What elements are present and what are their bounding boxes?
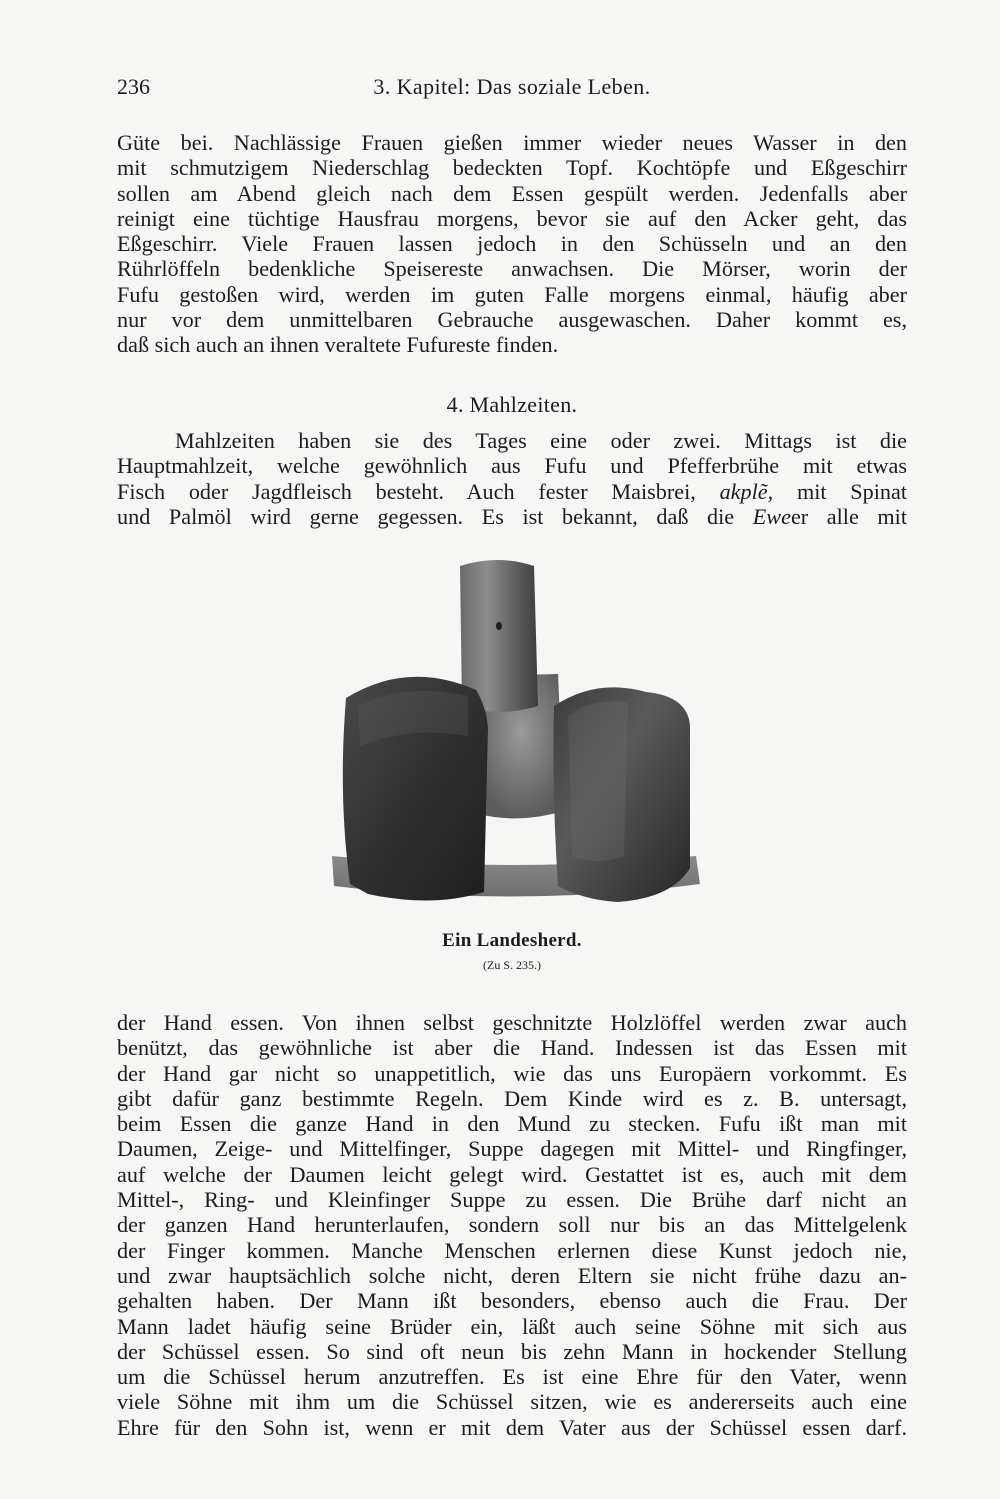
text-line: der Schüssel essen. So sind oft neun bis zehn Mann in hockender Stellung <box>117 1338 907 1364</box>
hearth-photograph <box>328 556 706 922</box>
page-number: 236 <box>117 74 150 99</box>
text-line: mit schmutzigem Niederschlag bedeckten Topf. Kochtöpfe und Eßgeschirr <box>117 155 907 181</box>
text-line: der ganzen Hand herunterlaufen, sondern soll nur bis an das Mittelgelenk <box>117 1212 907 1238</box>
text-line: der Finger kommen. Manche Menschen erlernen diese Kunst jedoch nie, <box>117 1237 907 1263</box>
text-fragment: er alle mit <box>790 503 907 529</box>
text-line: beim Essen die ganze Hand in den Mund zu stecken. Fufu ißt man mit <box>117 1111 907 1137</box>
text-line: Eßgeschirr. Viele Frauen lassen jedoch in den Schüsseln und an den <box>117 231 907 257</box>
text-line: Rührlöffeln bedenkliche Speisereste anwachsen. Die Mörser, worin der <box>117 256 907 282</box>
italic-term: akplẽ, <box>719 478 774 504</box>
text-line: benützt, das gewöhnliche ist aber die Hand. Indessen ist das Essen mit <box>117 1035 907 1061</box>
text-line: der Hand essen. Von ihnen selbst geschnitzte Holzlöffel werden zwar auch <box>117 1010 907 1035</box>
text-line: reinigt eine tüchtige Hausfrau morgens, bevor sie auf den Acker geht, das <box>117 205 907 231</box>
text-line: auf welche der Daumen leicht gelegt wird. Gestattet ist es, auch mit dem <box>117 1161 907 1187</box>
text-line: und zwar hauptsächlich solche nicht, deren Eltern sie nicht frühe dazu an- <box>117 1262 907 1288</box>
text-line: um die Schüssel herum anzutreffen. Es ist eine Ehre für den Vater, wenn <box>117 1364 907 1390</box>
text-line: Mahlzeiten haben sie des Tages eine oder zwei. Mittags ist die <box>175 428 907 453</box>
text-line: gehalten haben. Der Mann ißt besonders, ebenso auch die Frau. Der <box>117 1288 907 1314</box>
text-line: Mann ladet häufig seine Brüder ein, läßt auch seine Söhne mit sich aus <box>117 1313 907 1339</box>
section-heading: 4. Mahlzeiten. <box>446 392 578 417</box>
text-line: nur vor dem unmittelbaren Gebrauche ausgewaschen. Daher kommt es, <box>117 307 907 333</box>
text-fragment: Fisch oder Jagdfleisch besteht. Auch fester Maisbrei, <box>117 478 720 504</box>
text-fragment: mit Spinat <box>773 478 908 504</box>
text-line: viele Söhne mit ihm um die Schüssel sitzen, wie es andererseits auch eine <box>117 1389 907 1415</box>
figure-caption-title: Ein Landesherd. <box>442 930 582 951</box>
text-line: Ehre für den Sohn ist, wenn er mit dem Vater aus der Schüssel essen darf. <box>117 1414 907 1440</box>
running-head <box>117 74 907 104</box>
text-line: Fufu gestoßen wird, werden im guten Falle morgens einmal, häufig aber <box>117 281 907 307</box>
text-line: Güte bei. Nachlässige Frauen gießen immer wieder neues Wasser in den <box>117 130 907 155</box>
bottom-paragraph <box>117 1010 907 1440</box>
text-fragment: und Palmöl wird gerne gegessen. Es ist bekannt, daß die <box>117 503 753 529</box>
chapter-title: 3. Kapitel: Das soziale Leben. <box>373 74 651 99</box>
text-line: sollen am Abend gleich nach dem Essen gespült werden. Jedenfalls aber <box>117 180 907 206</box>
top-paragraph <box>117 130 907 358</box>
text-line: Daumen, Zeige- und Mittelfinger, Suppe dagegen mit Mittel- und Ringfinger, <box>117 1136 907 1162</box>
text-line: Mittel-, Ring- und Kleinfinger Suppe zu essen. Die Brühe darf nicht an <box>117 1187 907 1213</box>
figure-caption-reference: (Zu S. 235.) <box>483 958 541 972</box>
text-line: gibt dafür ganz bestimmte Regeln. Dem Kinde wird es z. B. untersagt, <box>117 1085 907 1111</box>
text-line <box>117 479 907 504</box>
section-paragraph <box>117 428 907 529</box>
italic-term: Ewe <box>752 503 791 529</box>
text-line <box>117 504 907 529</box>
text-line: der Hand gar nicht so unappetitlich, wie das uns Europäern vorkommt. Es <box>117 1060 907 1086</box>
text-line: daß sich auch an ihnen veraltete Fufureste finden. <box>117 332 559 358</box>
text-line: Hauptmahlzeit, welche gewöhnlich aus Fufu und Pfefferbrühe mit etwas <box>117 453 907 479</box>
